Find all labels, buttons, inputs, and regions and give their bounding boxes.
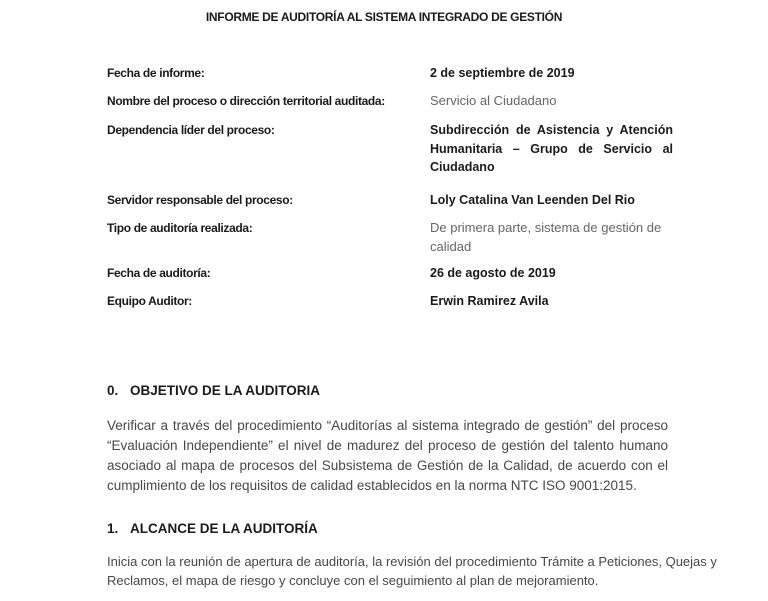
field-row-fecha-auditoria — [107, 264, 673, 283]
field-value: 26 de agosto de 2019 — [430, 266, 556, 280]
field-value: Loly Catalina Van Leenden Del Rio — [430, 193, 635, 207]
field-label: Equipo Auditor: — [107, 294, 192, 308]
field-row-servidor-responsable — [107, 191, 673, 210]
section-title: ALCANCE DE LA AUDITORÍA — [130, 521, 318, 536]
field-value: Servicio al Ciudadano — [430, 93, 557, 108]
section-heading-alcance — [107, 521, 318, 536]
field-label: Servidor responsable del proceso: — [107, 193, 293, 207]
field-value: 2 de septiembre de 2019 — [430, 66, 575, 80]
section-body-alcance: Inicia con la reunión de apertura de auditoría, la revisión del procedimiento Trámite a Peticiones, Quejas y Reclamos, el mapa de riesgo y concluye con el seguimiento al plan de mejoramiento. — [107, 554, 717, 588]
field-label: Nombre del proceso o dirección territorial auditada: — [107, 94, 385, 108]
field-row-tipo-auditoria — [107, 219, 673, 256]
field-row-equipo-auditor — [107, 292, 673, 311]
field-row-dependencia-lider — [107, 121, 673, 177]
section-heading-objetivo — [107, 383, 320, 398]
field-row-nombre-proceso — [107, 92, 673, 111]
field-value: Subdirección de Asistencia y Atención Humanitaria – Grupo de Servicio al Ciudadano — [430, 123, 673, 174]
section-body-objetivo: Verificar a través del procedimiento “Auditorías al sistema integrado de gestión” del proceso “Evaluación Independiente” el nivel de madurez del proceso de gestión del talento humano asociado al mapa de procesos del Subsistema de Gestión de la Calidad, de acuerdo con el cumplimiento de los requisitos de calidad establecidos en la norma NTC ISO 9001:2015. — [107, 418, 668, 493]
field-row-fecha-informe — [107, 64, 673, 83]
document-title: INFORME DE AUDITORÍA AL SISTEMA INTEGRADO DE GESTIÓN — [205, 10, 563, 24]
field-value: Erwin Ramirez Avila — [430, 294, 549, 308]
field-value: De primera parte, sistema de gestión de calidad — [430, 220, 662, 254]
field-label: Fecha de informe: — [107, 66, 205, 80]
field-label: Dependencia líder del proceso: — [107, 123, 275, 137]
section-title: OBJETIVO DE LA AUDITORIA — [130, 383, 321, 398]
section-number: 1. — [107, 521, 119, 536]
field-label: Fecha de auditoría: — [107, 266, 211, 280]
field-label: Tipo de auditoría realizada: — [107, 221, 253, 235]
section-number: 0. — [107, 383, 119, 398]
